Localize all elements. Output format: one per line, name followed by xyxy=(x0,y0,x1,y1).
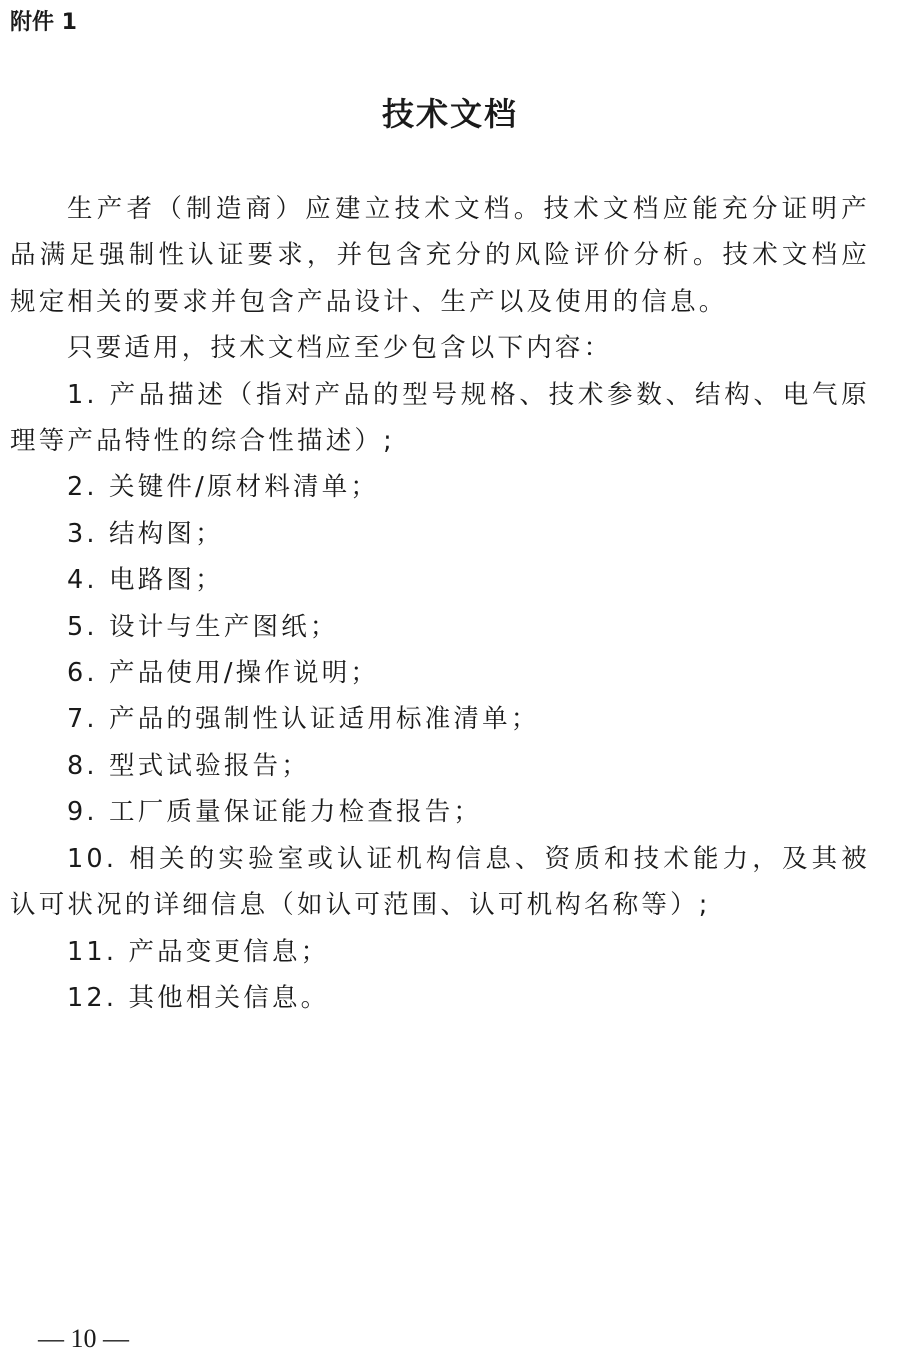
intro-paragraph: 生产者（制造商）应建立技术文档。技术文档应能充分证明产品满足强制性认证要求，并包含充分的风险评价分析。技术文档应规定相关的要求并包含产品设计、生产以及使用的信息。 xyxy=(10,194,870,317)
list-item: 6. 产品使用/操作说明； xyxy=(67,658,380,689)
document-title: 技术文档 xyxy=(381,95,518,133)
list-item: 3. 结构图； xyxy=(67,518,224,549)
list-item: 7. 产品的强制性认证适用标准清单； xyxy=(67,704,540,735)
list-item: 8. 型式试验报告； xyxy=(67,750,310,781)
content-requirements-paragraph: 只要适用，技术文档应至少包含以下内容： xyxy=(67,333,613,364)
list-item: 5. 设计与生产图纸； xyxy=(67,611,339,642)
attachment-label: 附件 1 xyxy=(10,10,77,35)
list-item: 11. 产品变更信息； xyxy=(67,936,330,967)
list-item: 2. 关键件/原材料清单； xyxy=(67,472,380,503)
page-number: — 10 — xyxy=(38,1324,129,1353)
list-item: 4. 电路图； xyxy=(67,565,224,596)
list-item: 10. 相关的实验室或认证机构信息、资质和技术能力，及其被认可状况的详细信息（如认可范围、认可机构名称等）; xyxy=(10,843,870,921)
list-item: 12. 其他相关信息。 xyxy=(67,982,330,1013)
list-item: 1. 产品描述（指对产品的型号规格、技术参数、结构、电气原理等产品特性的综合性描述）; xyxy=(10,379,870,457)
list-item: 9. 工厂质量保证能力检查报告； xyxy=(67,797,483,828)
document-body xyxy=(10,186,870,1021)
